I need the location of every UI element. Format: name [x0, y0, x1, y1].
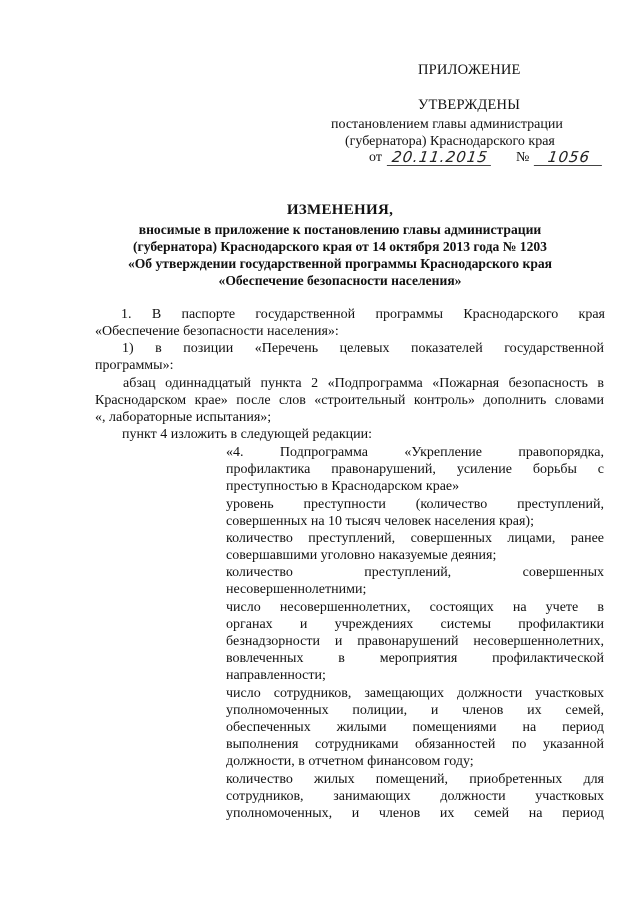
body-line: «, лабораторные испытания»; [95, 410, 272, 425]
body-line: уполномоченных полиции, и членов их семей, [226, 703, 604, 718]
title-main: ИЗМЕНЕНИЯ, [286, 202, 394, 218]
approval-line-1: постановлением главы администрации [331, 117, 563, 132]
body-line: несовершеннолетними; [226, 582, 367, 597]
body-line: направленности; [226, 668, 326, 683]
body-line: пункт 4 изложить в следующей редакции: [122, 427, 372, 442]
body-line: преступностью в Краснодарском крае» [226, 479, 460, 494]
approved-label: УТВЕРЖДЕНЫ [418, 97, 521, 113]
approval-line-2: (губернатора) Краснодарского края [345, 134, 555, 149]
body-line: уполномоченных, и членов их семей на период [226, 806, 604, 821]
body-line: безнадзорности и правонарушений несовершеннолетних, [226, 634, 604, 649]
body-line: обеспеченных жилыми помещениями на период [226, 720, 604, 735]
body-line: количество жилых помещений, приобретенных для [226, 772, 604, 787]
body-line: абзац одиннадцатый пункта 2 «Подпрограмма «Пожарная безопасность в [123, 376, 604, 391]
body-line: 1) в позиции «Перечень целевых показателей государственной [122, 341, 604, 356]
body-line: органах и учреждениях системы профилактики [226, 617, 604, 632]
body-line: «Обеспечение безопасности населения»: [95, 324, 339, 339]
body-line: профилактика правонарушений, усиление борьбы с [226, 462, 604, 477]
ot-label: от [369, 150, 382, 165]
body-line: число несовершеннолетних, состоящих на учете в [226, 600, 604, 615]
body-line: количество преступлений, совершенных лицами, ранее [226, 531, 604, 546]
handwritten-date: 20.11.2015 [387, 149, 493, 166]
body-line: должности, в отчетном финансовом году; [226, 754, 474, 769]
body-line: выполнения сотрудниками обязанностей по указанной [226, 737, 604, 752]
title-line: «Об утверждении государственной программы Краснодарского края [127, 256, 553, 271]
date-number-line [369, 149, 603, 166]
document-title [80, 202, 600, 289]
body-line: уровень преступности (количество преступлений, [226, 497, 604, 512]
body-line: количество преступлений, совершенных [226, 565, 604, 580]
body-line: совершавшими уголовно наказуемые деяния; [226, 548, 497, 563]
body-line: 1. В паспорте государственной программы Краснодарского края [121, 307, 605, 322]
body-line: программы»: [95, 358, 174, 373]
handwritten-number: 1056 [534, 149, 604, 166]
title-line: (губернатора) Краснодарского края от 14 октября 2013 года № 1203 [133, 239, 547, 254]
appendix-label: ПРИЛОЖЕНИЕ [418, 62, 521, 78]
body-line: сотрудников, занимающих должности участковых [226, 789, 604, 804]
title-line: вносимые в приложение к постановлению главы администрации [138, 222, 542, 237]
body-line: совершенных на 10 тысяч человек населения края); [226, 514, 534, 529]
body-line: «4. Подпрограмма «Укрепление правопорядка, [226, 445, 604, 460]
body-line: вовлеченных в мероприятия профилактической [226, 651, 604, 666]
body-line: Краснодарском крае» после слов «строительный контроль» дополнить словами [95, 393, 604, 408]
title-line: «Обеспечение безопасности населения» [218, 273, 462, 288]
number-label: № [515, 150, 530, 165]
body-line: число сотрудников, замещающих должности участковых [226, 686, 604, 701]
